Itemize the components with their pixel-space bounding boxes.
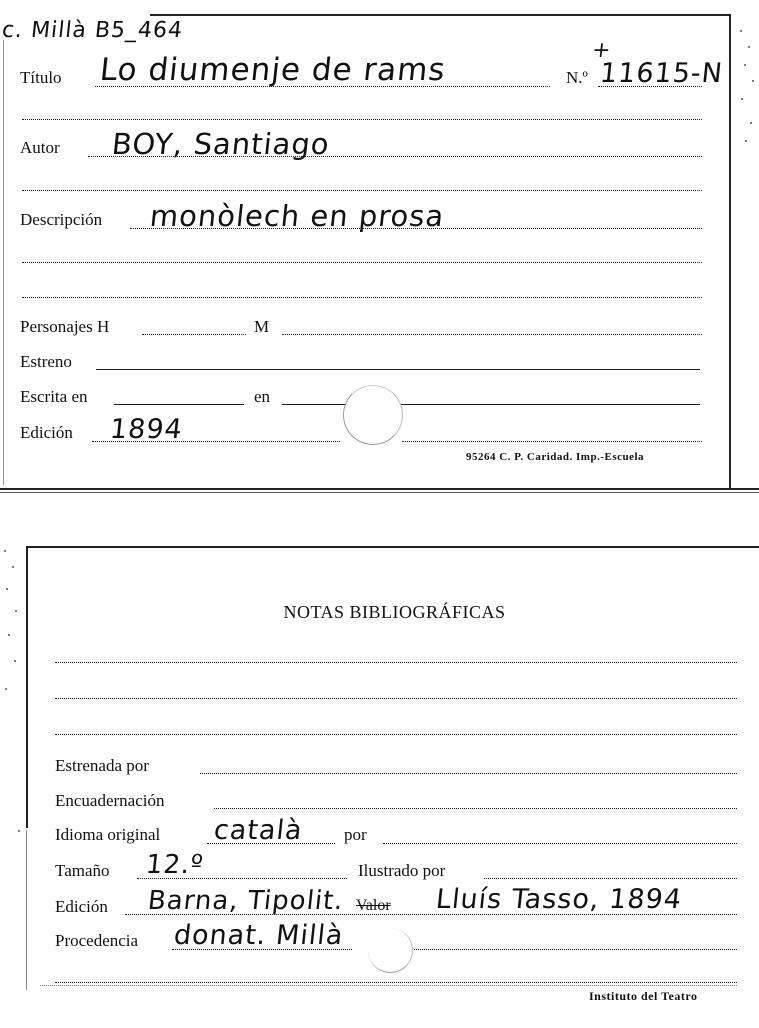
scan-speck (741, 98, 743, 100)
scan-speck (6, 588, 8, 590)
notes-bottom-line (55, 982, 737, 983)
personajes-m-label: M (254, 317, 270, 336)
encuadernacion-line (214, 808, 737, 809)
escrita-label: Escrita en (20, 387, 88, 406)
punch-hole (343, 385, 403, 445)
back-edicion-place: Barna, Tipolit. (146, 886, 346, 916)
edicion-line-right (402, 441, 702, 442)
scan-speck (4, 550, 6, 552)
descripcion-label: Descripción (20, 210, 103, 229)
descripcion-extra-line-1 (22, 262, 702, 263)
notes-line-1 (55, 662, 737, 663)
procedencia-label: Procedencia (55, 931, 139, 950)
card-front-left-edge (3, 40, 4, 485)
scan-speck (740, 30, 742, 32)
back-edicion-printer: Lluís Tasso, 1894 (434, 884, 684, 915)
descripcion-extra-line-2 (22, 297, 702, 298)
idioma-por-label: por (344, 825, 367, 844)
scan-speck (12, 566, 14, 568)
personajes-label: Personajes H (20, 317, 110, 336)
card-front (0, 0, 759, 500)
autor-label: Autor (20, 138, 60, 157)
idioma-value: català (212, 815, 305, 846)
catalog-reference: c. Millà B5_464 (0, 18, 185, 43)
personajes-m-line (282, 334, 702, 335)
notes-line-3 (55, 734, 737, 735)
ilustrado-label: Ilustrado por (358, 861, 446, 880)
scan-speck (14, 660, 16, 662)
procedencia-line-right (412, 949, 737, 950)
card-front-right-edge (729, 14, 731, 489)
scan-speck (5, 688, 7, 690)
notes-line-2 (55, 698, 737, 699)
estrenada-line (200, 773, 737, 774)
card-front-top-edge (150, 14, 730, 16)
encuadernacion-label: Encuadernación (55, 791, 165, 810)
scan-speck (18, 830, 20, 832)
scan-speck (8, 634, 10, 636)
card-back-top-edge (28, 546, 759, 548)
card-back-left-edge (26, 546, 28, 828)
punch-hole-back (368, 928, 413, 973)
back-edicion-label: Edición (55, 897, 108, 916)
valor-label: Valor (356, 897, 391, 914)
numero-value: 11615-N (598, 58, 725, 89)
card-back-left-edge-lower (26, 830, 27, 990)
escrita-en2-label: en (254, 387, 271, 406)
tamano-label: Tamaño (55, 861, 110, 880)
card-front-bottom-edge-2 (0, 492, 759, 493)
personajes-h-line (142, 334, 246, 335)
card-front-bottom-edge (0, 488, 759, 490)
autor-extra-line (22, 190, 702, 191)
idioma-por-line (383, 843, 737, 844)
scan-speck (744, 64, 746, 66)
scan-speck (15, 610, 17, 612)
autor-value: BOY, Santiago (110, 127, 332, 161)
titulo-value: Lo diumenje de rams (98, 52, 448, 88)
printer-imprint: 95264 C. P. Caridad. Imp.-Escuela (466, 451, 645, 463)
procedencia-value: donat. Millà (172, 920, 346, 951)
scan-speck (752, 80, 754, 82)
card-back (0, 530, 759, 1028)
idioma-label: Idioma original (55, 825, 161, 844)
escrita-line (114, 404, 244, 405)
estreno-line (96, 369, 700, 370)
tamano-value: 12.º (144, 850, 206, 880)
footer-imprint: Instituto del Teatro (589, 989, 698, 1003)
notas-heading: NOTAS BIBLIOGRÁFICAS (283, 602, 506, 622)
numero-label: N.º (566, 68, 588, 87)
descripcion-value: monòlech en prosa (148, 199, 447, 233)
scan-speck (745, 140, 747, 142)
ilustrado-line (484, 878, 737, 879)
titulo-extra-line (22, 119, 702, 120)
edicion-value: 1894 (108, 414, 185, 445)
edicion-label: Edición (20, 423, 73, 442)
scan-speck (750, 122, 752, 124)
notes-bottom-line-2 (40, 985, 737, 986)
numero-mark: + (590, 38, 613, 63)
estreno-label: Estreno (20, 352, 72, 371)
estrenada-label: Estrenada por (55, 756, 149, 775)
titulo-label: Título (20, 68, 62, 87)
scan-speck (748, 46, 750, 48)
